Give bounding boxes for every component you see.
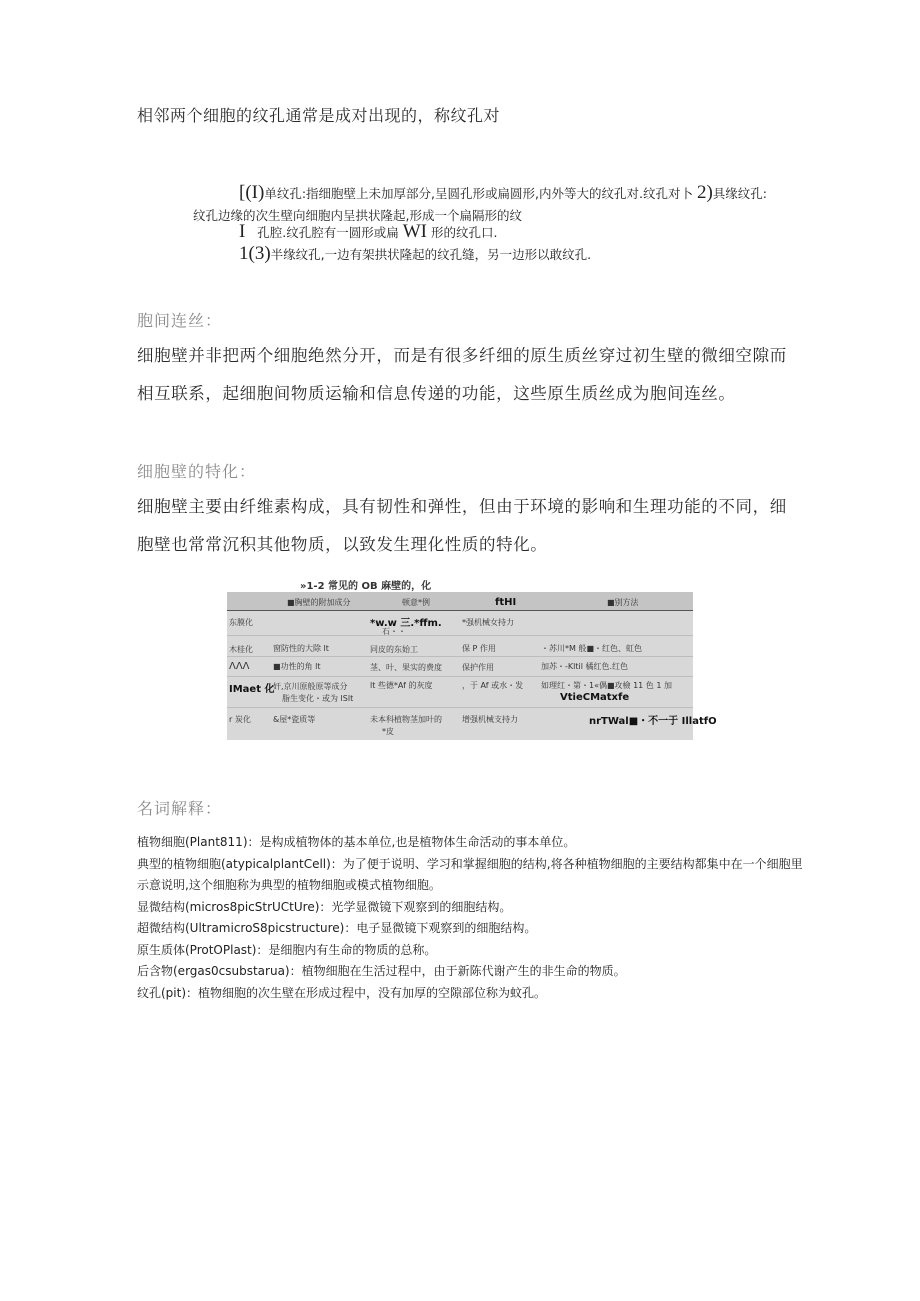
- wall-specialization-table: [227, 574, 717, 740]
- pit-type-line-2: 纹孔边缘的次生壁向细胞内呈拱状隆起,形成一个扁隔形的纹: [193, 208, 522, 223]
- glossary-heading: 名词解释：: [137, 799, 223, 818]
- glossary-item: 示意说明,这个细胞称为典型的植物细胞或模式植物细胞。: [137, 878, 441, 892]
- pit-line3-big: WI: [402, 221, 427, 242]
- pit-line1-tail: 具缘纹孔:: [712, 186, 767, 201]
- pit-line4-prefix: 1(3): [239, 243, 271, 264]
- table-cell: ■功性的角 lt: [273, 662, 321, 671]
- table-cell: nrTWal■・不一于 IllatfO: [589, 716, 717, 727]
- section-body-plasmodesmata: 细胞壁并非把两个细胞绝然分开，而是有很多纤细的原生质丝穿过初生壁的微细空隙而相互联系，起细胞间物质运输和信息传递的功能，这些原生质丝成为胞间连丝。: [137, 346, 787, 403]
- glossary-item: 原生质体(ProtOPlast)：是细胞内有生命的物质的总称。: [137, 942, 437, 957]
- glossary-item: 后含物(ergas0csubstarua)：植物细胞在生活过程中，由于新陈代谢产生的非生命的物质。: [137, 964, 626, 978]
- pit-line4-text: 半缘纹孔,一边有架拱状隆起的纹孔缝，另一边形以敢纹孔.: [270, 247, 592, 262]
- intro-text: 相邻两个细胞的纹孔通常是成对出现的，称纹孔对: [137, 106, 501, 125]
- table-cell: 石・・: [382, 627, 406, 636]
- glossary-item: 典型的植物细胞(atypicalplantCell)：为了便于说明、学习和掌握细胞的结构,将各种植物细胞的主要结构都集中在一个细胞里: [137, 856, 803, 871]
- table-cell: 脂生变化・或为 lSlt: [282, 694, 354, 703]
- table-header-cell: ■胸壁的附加成分: [287, 598, 351, 607]
- section-body-wall-specialization: 细胞壁主要由纤维素构成，具有韧性和弹性，但由于环境的影响和生理功能的不同，细胞壁也常常沉积其他物质，以致发生理化性质的特化。: [137, 497, 787, 554]
- pit-line3-prefix: I: [239, 221, 246, 242]
- table-cell: 未本科植物茎加叶的: [370, 715, 442, 724]
- section-heading-plasmodesmata: 胞间连丝：: [137, 311, 223, 330]
- table-row-divider: [227, 656, 693, 657]
- table-cell: 增强机械支持力: [462, 715, 518, 724]
- table-cell: 奸,京川原般原等成分: [273, 682, 348, 691]
- pit-type-line-4: [239, 243, 591, 265]
- pit-type-line-1: [239, 182, 767, 204]
- pit-type-line-3: [239, 221, 497, 243]
- glossary-item: 纹孔(pit)：植物细胞的次生壁在形成过程中，没有加厚的空隙部位称为蚊孔。: [137, 985, 547, 1000]
- table-cell: 保 P 作用: [462, 644, 496, 653]
- glossary-item: 植物细胞(Plant811)：是构成植物体的基本单位,也是植物体生命活动的事本单位。: [137, 835, 576, 849]
- table-cell: *皮: [382, 727, 394, 736]
- pit-line1-text: 单纹孔:指细胞壁上未加厚部分,呈圆孔形或扁圆形,内外等大的纹孔对.纹孔对卜: [264, 186, 693, 201]
- pit-line3-text-b: 形的纹孔口.: [430, 225, 498, 240]
- table-cell: 如理红・第・1«偶■攻檢 11 色 1 加: [541, 681, 672, 690]
- table-cell: *强机械女持力: [462, 618, 514, 627]
- table-header-cell: ftHI: [495, 597, 517, 608]
- pit-line1-prefix: [(I): [239, 182, 265, 203]
- table-cell: 茎、叶、果实的费度: [370, 663, 442, 672]
- table-cell: VtieCMatxfe: [560, 692, 630, 703]
- glossary-list: [137, 832, 803, 1004]
- table-row-divider: [227, 707, 693, 708]
- table-cell: 东膜化: [229, 618, 253, 627]
- table-cell: ・苏川*M 般■・红色、虹色: [541, 644, 643, 653]
- glossary-item: 超微结构(UltramicroS8picstructure)：电子显微镜下观察到的细胞结构。: [137, 921, 537, 935]
- table-cell: 保护作用: [462, 663, 494, 672]
- table-cell: ，于 Af 或水・发: [462, 681, 524, 690]
- pit-line3-text-a: 孔腔.纹孔腔有一圆形或扁: [257, 225, 399, 240]
- table-cell: 木桂化: [229, 645, 253, 654]
- glossary-item: 显微结构(micros8picStrUCtUre)：光学显微镜下观察到的细胞结构。: [137, 899, 512, 914]
- table-cell: 同皮的东始工: [370, 645, 418, 654]
- table-caption: »1-2 常见的 OB 麻壁的，化: [300, 581, 432, 592]
- table-cell: lt 些德*Af 的灰度: [370, 681, 433, 690]
- table-header-cell: ■别方法: [607, 598, 639, 607]
- table-header-cell: 顿意*例: [402, 598, 430, 607]
- table-cell: r 炭化: [229, 715, 251, 724]
- table-cell: ΛΛΛ: [229, 661, 250, 672]
- table-cell: *w.w 三.*ffm.: [370, 618, 442, 629]
- pit-line1-suffix: 2): [696, 182, 713, 203]
- section-heading-wall-specialization: 细胞壁的特化：: [137, 462, 257, 481]
- table-cell: &屋*瓷质等: [273, 715, 316, 724]
- table-cell: 加苏・-Kltil 橘红色.红色: [541, 662, 629, 671]
- table-cell: 窗防性的大除 lt: [273, 644, 329, 653]
- table-row-divider: [227, 676, 693, 677]
- table-row-divider: [227, 635, 693, 636]
- table-cell: IMaet 化: [229, 684, 275, 695]
